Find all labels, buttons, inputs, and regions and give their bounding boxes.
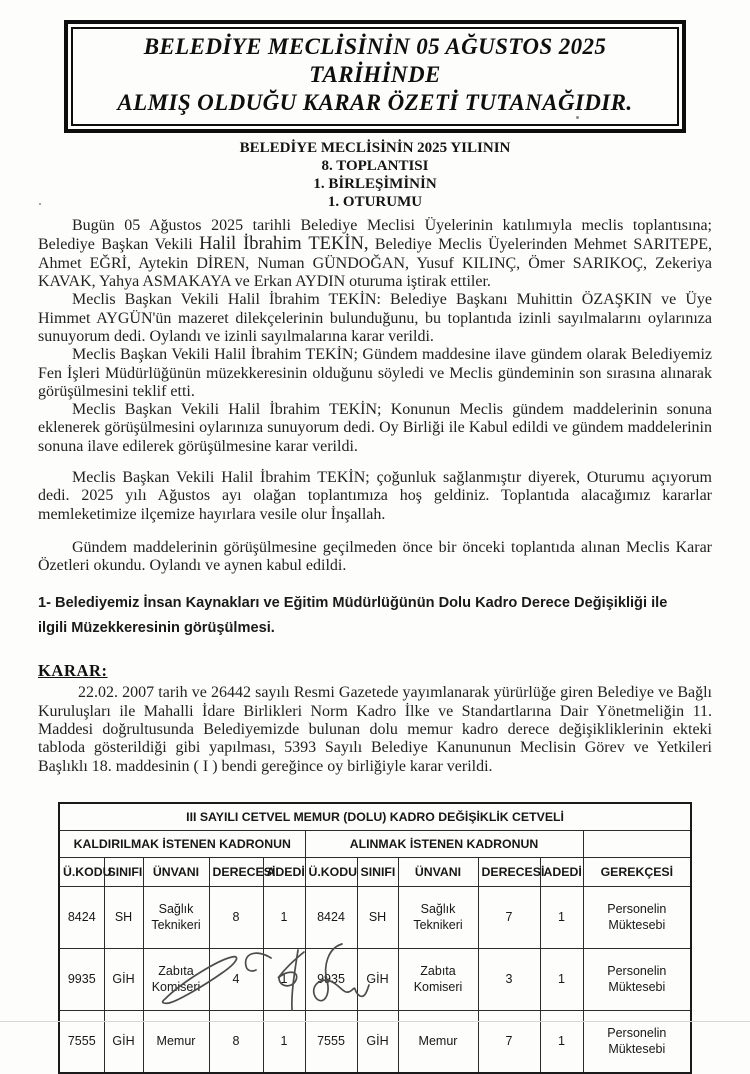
cell: 1	[540, 886, 583, 948]
cell: Personelin Müktesebi	[583, 1010, 691, 1073]
cell: 8424	[305, 886, 357, 948]
col-header-adedi-right: ADEDİ	[540, 857, 583, 886]
cell: Zabıta Komiseri	[398, 948, 478, 1010]
group-header-removed: KALDIRILMAK İSTENEN KADRONUN	[59, 830, 305, 857]
subtitle-line-meeting-no: 8. TOPLANTISI	[321, 158, 429, 175]
scan-speck	[39, 203, 41, 205]
document-title-line1: BELEDİYE MECLİSİNİN 05 AĞUSTOS 2025 TARİHİNDE	[143, 34, 607, 88]
chairman-name: Halil İbrahim TEKİN,	[199, 234, 369, 255]
decision-text: 22.02. 2007 tarih ve 26442 sayılı Resmi Gazetede yayımlanarak yürürlüğe giren Belediye ve Bağlı Kuruluşları ile Mahalli İdare Birlikleri Norm Kadro İlke ve Standartlarına Dair Yönetmeliğin 11. Maddesi doğrultusunda Belediyemizde bulunan dolu memur kadro derece değişikliklerinin ekteki tabloda gösterildiği gibi yapılması, 5393 Sayılı Belediye Kanununun Meclisin Görev ve Yetkileri Başlıklı 18. maddesinin ( I ) bendi gereğince oy birliğiyle karar verildi.	[38, 684, 712, 775]
scan-edge-artifact	[0, 1021, 750, 1022]
cell: 9935	[59, 948, 104, 1010]
cell: Sağlık Teknikeri	[398, 886, 478, 948]
col-header-adedi-left: ADEDİ	[263, 857, 305, 886]
cell: GİH	[104, 948, 143, 1010]
cell: SH	[104, 886, 143, 948]
document-title	[71, 27, 679, 126]
col-header-derecesi-left: DERECESİ	[209, 857, 263, 886]
cell: 9935	[305, 948, 357, 1010]
decision-label: KARAR:	[38, 661, 108, 681]
group-header-empty	[583, 830, 691, 857]
col-header-derecesi-right: DERECESİ	[478, 857, 540, 886]
document-title-line2: ALMIŞ OLDUĞU KARAR ÖZETİ TUTANAĞIDIR.	[117, 90, 633, 116]
cell: Sağlık Teknikeri	[143, 886, 209, 948]
document-title-box	[64, 20, 686, 133]
table-title-row	[59, 803, 691, 831]
cell: 7	[478, 1010, 540, 1073]
cell: Personelin Müktesebi	[583, 948, 691, 1010]
col-header-sinifi-right: SINIFI	[357, 857, 398, 886]
cell: 3	[478, 948, 540, 1010]
kadro-change-table	[58, 802, 692, 1074]
paragraph-previous-minutes: Gündem maddelerinin görüşülmesine geçilmeden önce bir önceki toplantıda alınan Meclis Karar Özetleri okundu. Oylandı ve aynen kabul edildi.	[38, 538, 712, 575]
paragraph-attendance-post: Belediye Meclis Üyelerinden Mehmet SARITEPE, Ahmet EĞRİ, Aytekin DİREN, Numan GÜNDOĞAN, Yusuf KILINÇ, Ömer SARIKOÇ, Zekeriya KAVAK, Yahya ASMAKAYA ve Erkan AYDIN oturuma iştirak ettiler.	[38, 236, 712, 291]
meeting-subtitle	[38, 139, 712, 211]
table-row	[59, 1010, 691, 1073]
cell: GİH	[104, 1010, 143, 1073]
scan-speck	[576, 116, 579, 119]
col-header-sinifi-left: SINIFI	[104, 857, 143, 886]
table-column-header-row	[59, 857, 691, 886]
cell: GİH	[357, 948, 398, 1010]
signature-right	[262, 940, 377, 1018]
paragraph-agenda-vote: Meclis Başkan Vekili Halil İbrahim TEKİN; Konunun Meclis gündem maddelerinin sonuna eklenerek görüşülmesini oylarınıza sunuyorum dedi. Oy Birliği ile Kabul edildi ve gündem maddelerinin sonuna ilave edilerek görüşülmesine karar verildi.	[38, 401, 712, 455]
kadro-table-wrapper	[58, 802, 712, 1074]
cell: 7555	[59, 1010, 104, 1073]
col-header-gerekcesi: GEREKÇESİ	[583, 857, 691, 886]
col-header-ukodu-left: Ü.KODU	[59, 857, 104, 886]
col-header-ukodu-right: Ü.KODU	[305, 857, 357, 886]
col-header-unvani-left: ÜNVANI	[143, 857, 209, 886]
cell: 1	[540, 1010, 583, 1073]
cell: 8424	[59, 886, 104, 948]
cell: Zabıta Komiseri	[143, 948, 209, 1010]
col-header-unvani-right: ÜNVANI	[398, 857, 478, 886]
cell: 7555	[305, 1010, 357, 1073]
table-title: III SAYILI CETVEL MEMUR (DOLU) KADRO DEĞİŞİKLİK CETVELİ	[59, 803, 691, 831]
cell: 1	[263, 1010, 305, 1073]
cell: 1	[263, 948, 305, 1010]
subtitle-line-session-no: 1. BİRLEŞİMİNİN	[313, 176, 437, 193]
table-group-header-row	[59, 830, 691, 857]
agenda-item-1: 1- Belediyemiz İnsan Kaynakları ve Eğitim Müdürlüğünün Dolu Kadro Derece Değişikliği ile ilgili Müzekkeresinin görüşülmesi.	[38, 595, 668, 637]
paragraph-additional-agenda: Meclis Başkan Vekili Halil İbrahim TEKİN; Gündem maddesine ilave gündem olarak Belediyemiz Fen İşleri Müdürlüğünün müzekkeresinin olduğunu söyledi ve Meclis gündeminin son sırasına alınarak görüşülmesini teklif etti.	[38, 346, 712, 400]
subtitle-line-council-year: BELEDİYE MECLİSİNİN 2025 YILININ	[239, 140, 511, 157]
cell: Memur	[398, 1010, 478, 1073]
cell: 7	[478, 886, 540, 948]
cell: 8	[209, 886, 263, 948]
cell: 8	[209, 1010, 263, 1073]
cell: 4	[209, 948, 263, 1010]
paragraph-excused-members: Meclis Başkan Vekili Halil İbrahim TEKİN: Belediye Başkanı Muhittin ÖZAŞKIN ve Üye Himmet AYGÜN'ün mazeret dilekçelerinin bulunduğunu, bu toplantıda izinli sayılmalarını oylarınıza sunuyorum dedi. Oylandı ve izinli sayılmalarına karar verildi.	[38, 291, 712, 345]
cell: 1	[263, 886, 305, 948]
group-header-requested: ALINMAK İSTENEN KADRONUN	[305, 830, 583, 857]
cell: Memur	[143, 1010, 209, 1073]
cell: 1	[540, 948, 583, 1010]
cell: Personelin Müktesebi	[583, 886, 691, 948]
subtitle-line-sitting-no: 1. OTURUMU	[327, 194, 423, 211]
cell: SH	[357, 886, 398, 948]
cell: GİH	[357, 1010, 398, 1073]
paragraph-attendance	[38, 217, 712, 291]
paragraph-attendance-pre: Bugün 05 Ağustos 2025 tarihli Belediye Meclisi Üyelerinin katılımıyla meclis toplantısına; Belediye Başkan Vekili	[38, 217, 712, 254]
paragraph-session-opening: Meclis Başkan Vekili Halil İbrahim TEKİN; çoğunluk sağlanmıştır diyerek, Oturumu açıyorum dedi. 2025 yılı Ağustos ayı olağan toplantımıza hoş geldiniz. Toplantıda alacağımız kararlar memleketimize ilçemize hayırlara vesile olur İnşallah.	[38, 469, 712, 523]
